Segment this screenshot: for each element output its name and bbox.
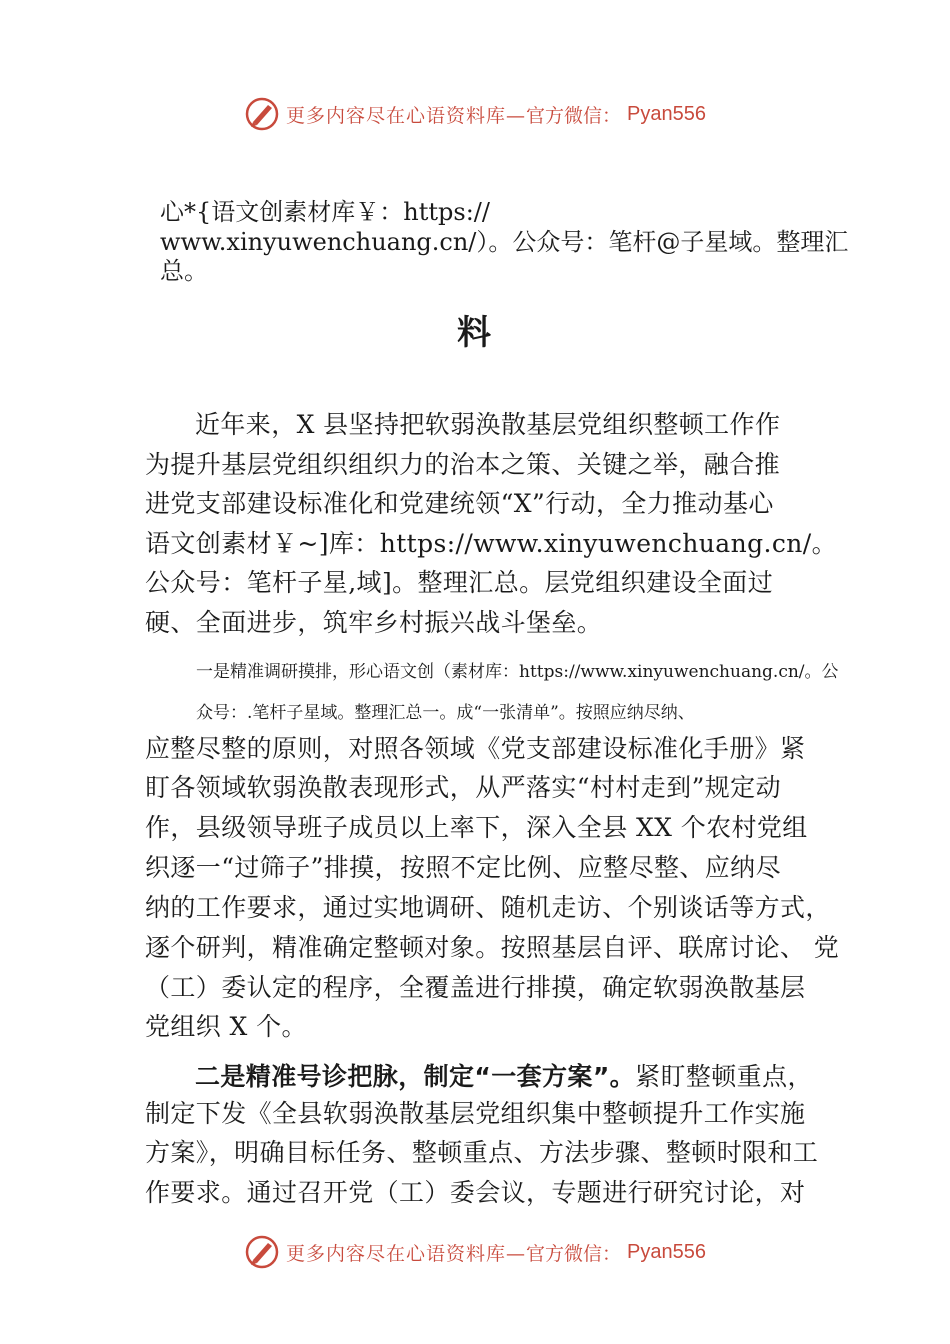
para1-line: 硬、全面进步，筑牢乡村振兴战斗堡垒。 xyxy=(145,608,603,637)
banner-text: 更多内容尽在心语资料库— xyxy=(286,1242,527,1265)
para1-line: 为提升基层党组织组织力的治本之策、关键之举，融合推 xyxy=(145,450,781,479)
para2-line: 逐个研判，精准确定整顿对象。按照基层自评、联席讨论、 党 xyxy=(145,933,840,962)
footer-banner xyxy=(0,1230,950,1274)
para2-line: （工）委认定的程序，全覆盖进行排摸，确定软弱涣散基层 xyxy=(145,973,806,1002)
pen-logo-icon xyxy=(244,96,280,132)
para2-line: 党组织 X 个。 xyxy=(145,1012,307,1041)
banner-text: 更多内容尽在心语资料库— xyxy=(286,104,527,127)
page-heading: 料 xyxy=(457,313,491,353)
banner-wechat-label: 官方微信： xyxy=(526,1242,622,1265)
para1-line: 语文创素材￥~]库：https://www.xinyuwenchuang.cn/。 xyxy=(145,529,837,558)
para3-line: 作要求。通过召开党（工）委会议，专题进行研究讨论，对 xyxy=(145,1178,806,1207)
para3-line: 制定下发《全县软弱涣散基层党组织集中整顿提升工作实施 xyxy=(145,1099,806,1128)
para3-bold-lead: 二是精准号诊把脉，制定“一套方案”。 xyxy=(195,1062,636,1091)
small-line: 众号：.笔杆子星域。整理汇总一。成“一张清单”。按照应纳尽纳、 xyxy=(196,703,695,723)
para1-line: 近年来，X 县坚持把软弱涣散基层党组织整顿工作作 xyxy=(195,410,781,439)
source-line-1: 心*{语文创素材库￥：https:// xyxy=(160,198,490,226)
pen-logo-icon xyxy=(244,1234,280,1270)
source-line-2: www.xinyuwenchuang.cn/）。公众号：笔杆@子星域。整理汇 xyxy=(160,228,849,256)
para3-first-line xyxy=(195,1057,813,1093)
para2-line: 应整尽整的原则，对照各领域《党支部建设标准化手册》紧 xyxy=(145,734,806,763)
para1-line: 公众号：笔杆子星,域]。整理汇总。层党组织建设全面过 xyxy=(145,568,774,597)
para3-line: 方案》，明确目标任务、整顿重点、方法步骤、整顿时限和工 xyxy=(145,1138,819,1167)
para3-first-rest: 紧盯整顿重点， xyxy=(635,1062,813,1091)
para2-line: 纳的工作要求，通过实地调研、随机走访、个别谈话等方式， xyxy=(145,893,831,922)
source-line-3: 总。 xyxy=(160,257,208,285)
small-line: 一是精准调研摸排，形心语文创（素材库：https://www.xinyuwenchuang.cn/。公 xyxy=(196,662,839,682)
para2-line: 织逐一“过筛子”排摸，按照不定比例、应整尽整、应纳尽 xyxy=(145,853,781,882)
para2-line: 盯各领域软弱涣散表现形式，从严落实“村村走到”规定动 xyxy=(145,773,781,802)
para2-line: 作，县级领导班子成员以上率下，深入全县 XX 个农村党组 xyxy=(145,813,808,842)
header-banner xyxy=(0,92,950,136)
banner-wechat-id: Pyan556 xyxy=(627,1240,706,1263)
banner-wechat-id: Pyan556 xyxy=(627,102,706,125)
banner-wechat-label: 官方微信： xyxy=(526,104,622,127)
para1-line: 进党支部建设标准化和党建统领“X”行动，全力推动基心 xyxy=(145,489,774,518)
